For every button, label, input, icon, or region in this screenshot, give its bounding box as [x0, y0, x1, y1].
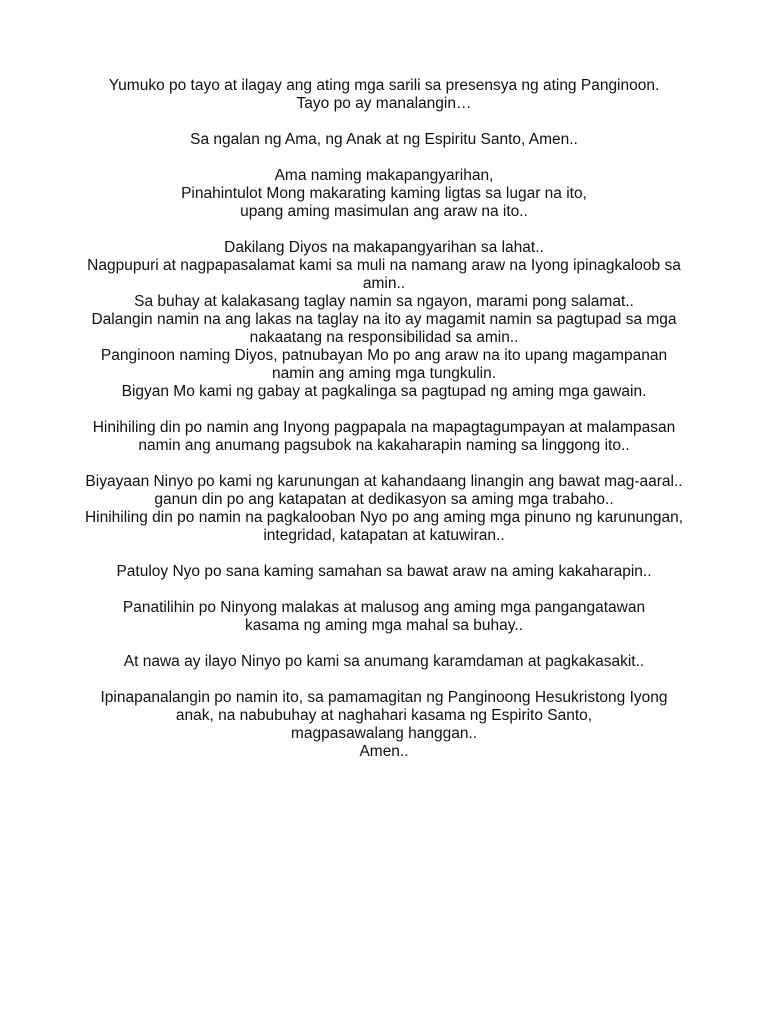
prayer-line: Yumuko po tayo at ilagay ang ating mga sarili sa presensya ng ating Panginoon. — [108, 77, 660, 94]
prayer-line: magpasawalang hanggan.. — [290, 725, 478, 742]
prayer-line: Panatilihin po Ninyong malakas at malusog ang aming mga pangangatawan — [122, 599, 646, 616]
prayer-line: Nagpupuri at nagpapasalamat kami sa muli na namang araw na Iyong ipinagkaloob sa amin.. — [87, 257, 681, 292]
prayer-line: ganun din po ang katapatan at dedikasyon sa aming mga trabaho.. — [154, 491, 614, 508]
prayer-line: Bigyan Mo kami ng gabay at pagkalinga sa pagtupad ng aming mga gawain. — [121, 383, 647, 400]
prayer-line: upang aming masimulan ang araw na ito.. — [240, 203, 528, 220]
prayer-stanza — [80, 689, 688, 761]
prayer-line: kasama ng aming mga mahal sa buhay.. — [244, 617, 523, 634]
prayer-stanza — [80, 167, 688, 221]
prayer-line: Tayo po ay manalangin… — [296, 95, 472, 112]
prayer-line: Pinahintulot Mong makarating kaming ligtas sa lugar na ito, — [181, 185, 587, 202]
prayer-line: Amen.. — [359, 743, 409, 760]
prayer-line: At nawa ay ilayo Ninyo po kami sa anumang karamdaman at pagkakasakit.. — [123, 653, 645, 670]
prayer-text — [80, 77, 688, 779]
prayer-line: Ipinapanalangin po namin ito, sa pamamagitan ng Panginoong Hesukristong Iyong anak, na nabubuhay at naghahari kasama ng Espirito Santo, — [100, 689, 668, 724]
prayer-line: Hinihiling din po namin ang Inyong pagpapala na mapagtagumpayan at malampasan namin ang anumang pagsubok na kakaharapin naming sa linggong ito.. — [92, 419, 676, 454]
prayer-line: Panginoon naming Diyos, patnubayan Mo po ang araw na ito upang magampanan namin ang aming mga tungkulin. — [100, 347, 668, 382]
prayer-stanza — [80, 563, 688, 581]
prayer-stanza — [80, 653, 688, 671]
prayer-stanza — [80, 473, 688, 545]
prayer-stanza — [80, 239, 688, 401]
prayer-line: Dakilang Diyos na makapangyarihan sa lahat.. — [224, 239, 544, 256]
prayer-line: Dalangin namin na ang lakas na taglay na ito ay magamit namin sa pagtupad sa mga nakaatang na responsibilidad sa amin.. — [91, 311, 677, 346]
prayer-line: Biyayaan Ninyo po kami ng karunungan at kahandaang linangin ang bawat mag-aaral.. — [85, 473, 683, 490]
prayer-line: Sa ngalan ng Ama, ng Anak at ng Espiritu Santo, Amen.. — [190, 131, 578, 148]
prayer-line: Ama naming makapangyarihan, — [274, 167, 494, 184]
prayer-stanza — [80, 599, 688, 635]
prayer-stanza — [80, 131, 688, 149]
prayer-line: Sa buhay at kalakasang taglay namin sa ngayon, marami pong salamat.. — [134, 293, 634, 310]
prayer-line: Hinihiling din po namin na pagkalooban Nyo po ang aming mga pinuno ng karunungan, integridad, katapatan at katuwiran.. — [84, 509, 684, 544]
prayer-stanza — [80, 419, 688, 455]
prayer-line: Patuloy Nyo po sana kaming samahan sa bawat araw na aming kakaharapin.. — [116, 563, 652, 580]
prayer-stanza — [80, 77, 688, 113]
